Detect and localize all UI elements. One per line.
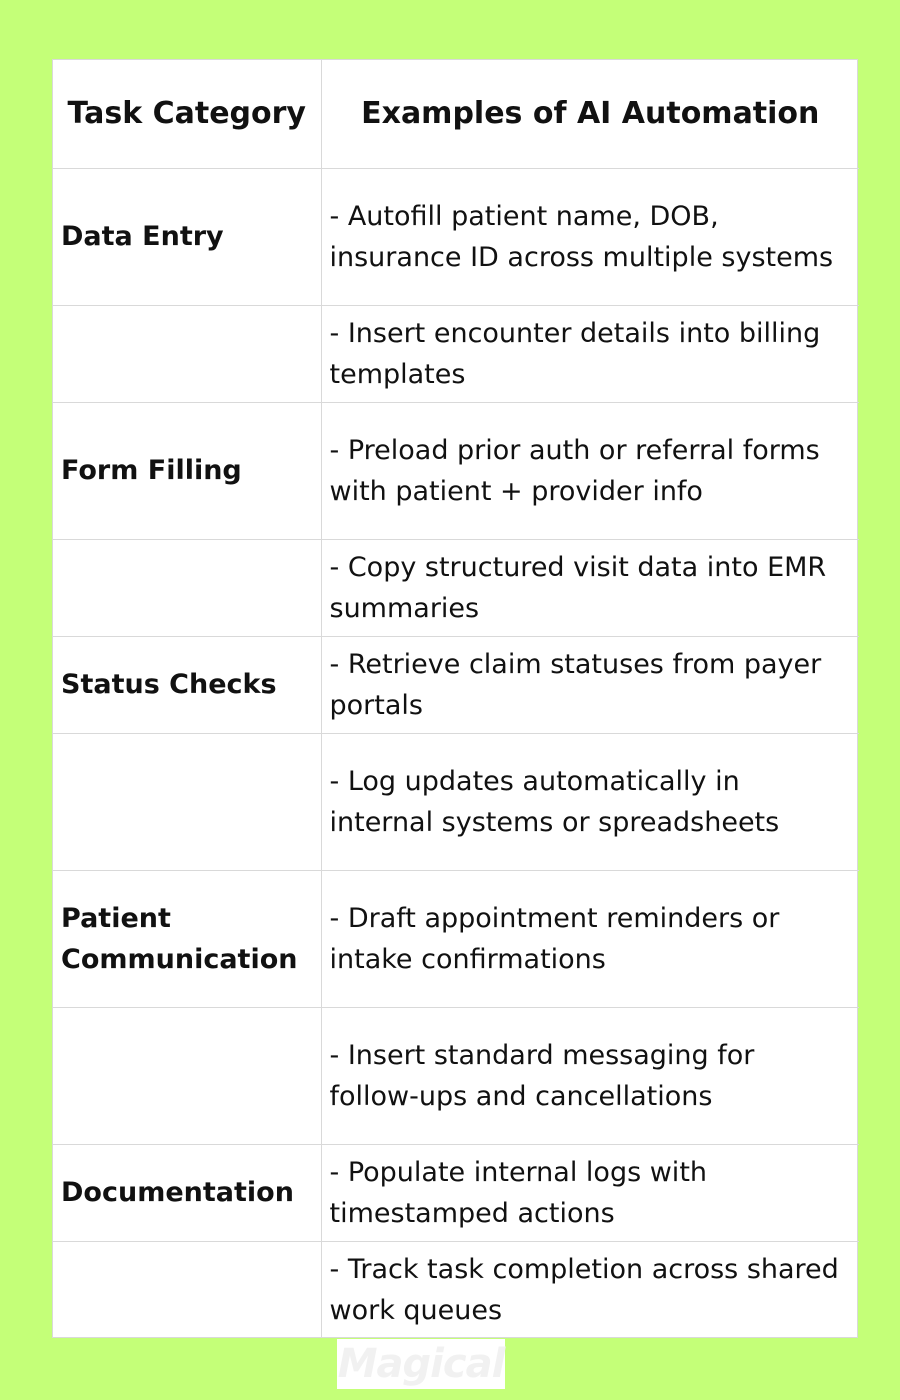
table-row [53,636,859,733]
task-category-cell [53,539,321,636]
example-cell: - Insert standard messaging for follow-ups and cancellations [321,1007,859,1144]
example-cell: - Populate internal logs with timestamped actions [321,1144,859,1241]
task-category-cell [53,1241,321,1338]
table-row [53,539,859,636]
table-row [53,1144,859,1241]
example-cell: - Insert encounter details into billing templates [321,305,859,402]
example-cell: - Log updates automatically in internal systems or spreadsheets [321,733,859,870]
task-category-cell: Data Entry [53,168,321,305]
task-category-cell [53,733,321,870]
task-category-cell [53,305,321,402]
automation-table [53,60,859,1338]
table-row [53,402,859,539]
example-cell: - Draft appointment reminders or intake confirmations [321,870,859,1007]
table-row [53,1007,859,1144]
automation-table-card [52,59,858,1338]
header-ai-examples: Examples of AI Automation [321,60,859,168]
table-row [53,168,859,305]
table-row [53,870,859,1007]
example-cell: - Retrieve claim statuses from payer portals [321,636,859,733]
example-cell: - Track task completion across shared work queues [321,1241,859,1338]
table-row [53,733,859,870]
watermark-text: Magical [337,1341,505,1387]
task-category-cell: Documentation [53,1144,321,1241]
example-cell: - Autofill patient name, DOB, insurance ID across multiple systems [321,168,859,305]
task-category-cell: Form Filling [53,402,321,539]
example-cell: - Preload prior auth or referral forms with patient + provider info [321,402,859,539]
table-header-row [53,60,859,168]
header-task-category: Task Category [53,60,321,168]
table-row [53,1241,859,1338]
task-category-cell [53,1007,321,1144]
table-row [53,305,859,402]
task-category-cell: Status Checks [53,636,321,733]
watermark-logo [337,1339,505,1389]
example-cell: - Copy structured visit data into EMR summaries [321,539,859,636]
task-category-cell: Patient Communication [53,870,321,1007]
